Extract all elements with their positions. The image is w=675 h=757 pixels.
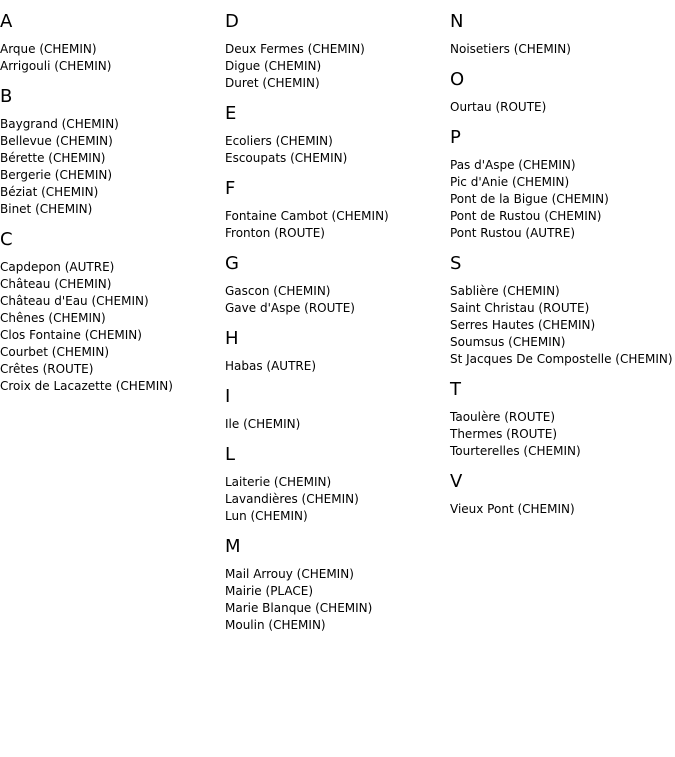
- letter-section-a: [0, 11, 222, 75]
- street-list: [225, 41, 447, 92]
- street-link[interactable]: Soumsus (CHEMIN): [450, 335, 566, 349]
- street-list-item: [450, 334, 675, 351]
- letter-heading: H: [225, 328, 239, 349]
- index-column-1: [0, 0, 222, 403]
- street-list-item: [225, 283, 447, 300]
- street-link[interactable]: Chênes (CHEMIN): [0, 311, 106, 325]
- street-list-item: [0, 167, 222, 184]
- street-link[interactable]: Fontaine Cambot (CHEMIN): [225, 209, 389, 223]
- street-link[interactable]: Pont Rustou (AUTRE): [450, 226, 576, 240]
- letter-section-i: [225, 386, 447, 433]
- street-list: [225, 416, 447, 433]
- street-list: [225, 208, 447, 242]
- street-link[interactable]: Saint Christau (ROUTE): [450, 301, 590, 315]
- street-list: [450, 99, 675, 116]
- street-link[interactable]: Clos Fontaine (CHEMIN): [0, 328, 142, 342]
- letter-section-b: [0, 86, 222, 218]
- street-list: [0, 41, 222, 75]
- street-list: [450, 283, 675, 368]
- street-link[interactable]: Gave d'Aspe (ROUTE): [225, 301, 355, 315]
- street-list-item: [225, 41, 447, 58]
- letter-heading: L: [225, 444, 236, 465]
- street-list-item: [225, 300, 447, 317]
- street-link[interactable]: Arrigouli (CHEMIN): [0, 59, 112, 73]
- street-list-item: [0, 344, 222, 361]
- street-list-item: [225, 75, 447, 92]
- street-list-item: [450, 501, 675, 518]
- letter-section-p: [450, 127, 675, 242]
- street-list: [225, 474, 447, 525]
- street-list-item: [450, 41, 675, 58]
- street-link[interactable]: Bellevue (CHEMIN): [0, 134, 113, 148]
- street-list-item: [225, 600, 447, 617]
- street-link[interactable]: Habas (AUTRE): [225, 359, 317, 373]
- street-link[interactable]: Ourtau (ROUTE): [450, 100, 547, 114]
- letter-heading: C: [0, 229, 13, 250]
- street-list-item: [0, 361, 222, 378]
- street-list-item: [0, 259, 222, 276]
- street-list-item: [0, 150, 222, 167]
- street-link[interactable]: Mairie (PLACE): [225, 584, 314, 598]
- letter-heading: D: [225, 11, 239, 32]
- street-link[interactable]: Moulin (CHEMIN): [225, 618, 326, 632]
- street-link[interactable]: Château (CHEMIN): [0, 277, 112, 291]
- street-list: [0, 259, 222, 395]
- letter-section-s: [450, 253, 675, 368]
- street-list: [450, 409, 675, 460]
- street-link[interactable]: Laiterie (CHEMIN): [225, 475, 332, 489]
- letter-heading: E: [225, 103, 237, 124]
- street-list: [450, 501, 675, 518]
- street-link[interactable]: Pic d'Anie (CHEMIN): [450, 175, 570, 189]
- street-link[interactable]: Bérette (CHEMIN): [0, 151, 106, 165]
- street-list-item: [450, 208, 675, 225]
- street-list-item: [225, 150, 447, 167]
- letter-heading: M: [225, 536, 241, 557]
- street-list-item: [450, 443, 675, 460]
- street-link[interactable]: Deux Fermes (CHEMIN): [225, 42, 365, 56]
- street-link[interactable]: Lun (CHEMIN): [225, 509, 308, 523]
- street-link[interactable]: Marie Blanque (CHEMIN): [225, 601, 373, 615]
- street-list-item: [0, 276, 222, 293]
- street-link[interactable]: Béziat (CHEMIN): [0, 185, 99, 199]
- letter-heading: F: [225, 178, 236, 199]
- street-list-item: [450, 174, 675, 191]
- street-list-item: [225, 225, 447, 242]
- letter-section-n: [450, 11, 675, 58]
- index-column-2: [225, 0, 447, 642]
- street-list-item: [450, 300, 675, 317]
- street-link[interactable]: Pont de Rustou (CHEMIN): [450, 209, 602, 223]
- street-list-item: [225, 617, 447, 634]
- street-link[interactable]: Pont de la Bigue (CHEMIN): [450, 192, 609, 206]
- street-list-item: [0, 133, 222, 150]
- street-link[interactable]: Mail Arrouy (CHEMIN): [225, 567, 354, 581]
- street-list-item: [0, 184, 222, 201]
- street-list-item: [225, 583, 447, 600]
- street-link[interactable]: Courbet (CHEMIN): [0, 345, 109, 359]
- street-link[interactable]: Baygrand (CHEMIN): [0, 117, 119, 131]
- street-list: [450, 157, 675, 242]
- letter-heading: T: [450, 379, 461, 400]
- street-link[interactable]: Thermes (ROUTE): [450, 427, 558, 441]
- street-list: [225, 133, 447, 167]
- street-list-item: [225, 508, 447, 525]
- street-list: [450, 41, 675, 58]
- street-link[interactable]: St Jacques De Compostelle (CHEMIN): [450, 352, 673, 366]
- street-link[interactable]: Vieux Pont (CHEMIN): [450, 502, 575, 516]
- street-list: [225, 566, 447, 634]
- letter-heading: O: [450, 69, 465, 90]
- street-list-item: [0, 310, 222, 327]
- street-list-item: [450, 317, 675, 334]
- street-link[interactable]: Arque (CHEMIN): [0, 42, 97, 56]
- street-list-item: [0, 41, 222, 58]
- letter-section-o: [450, 69, 675, 116]
- street-link[interactable]: Pas d'Aspe (CHEMIN): [450, 158, 576, 172]
- street-link[interactable]: Crêtes (ROUTE): [0, 362, 94, 376]
- street-list: [0, 116, 222, 218]
- street-link[interactable]: Bergerie (CHEMIN): [0, 168, 113, 182]
- street-link[interactable]: Ecoliers (CHEMIN): [225, 134, 333, 148]
- letter-section-t: [450, 379, 675, 460]
- letter-heading: V: [450, 471, 463, 492]
- street-list-item: [450, 157, 675, 174]
- street-link[interactable]: Escoupats (CHEMIN): [225, 151, 348, 165]
- street-link[interactable]: Serres Hautes (CHEMIN): [450, 318, 596, 332]
- street-list-item: [0, 327, 222, 344]
- street-list-item: [450, 409, 675, 426]
- street-list-item: [0, 116, 222, 133]
- street-list-item: [0, 58, 222, 75]
- letter-section-m: [225, 536, 447, 634]
- street-list-item: [225, 416, 447, 433]
- street-list-item: [0, 293, 222, 310]
- letter-section-d: [225, 11, 447, 92]
- street-link[interactable]: Ile (CHEMIN): [225, 417, 301, 431]
- street-list-item: [450, 351, 675, 368]
- street-link[interactable]: Tourterelles (CHEMIN): [450, 444, 581, 458]
- street-list-item: [225, 566, 447, 583]
- letter-section-v: [450, 471, 675, 518]
- street-list: [225, 283, 447, 317]
- letter-heading: P: [450, 127, 461, 148]
- letter-heading: S: [450, 253, 462, 274]
- letter-heading: N: [450, 11, 464, 32]
- street-link[interactable]: Gascon (CHEMIN): [225, 284, 331, 298]
- street-list-item: [0, 201, 222, 218]
- street-list-item: [450, 191, 675, 208]
- letter-section-c: [0, 229, 222, 395]
- street-list-item: [0, 378, 222, 395]
- street-link[interactable]: Fronton (ROUTE): [225, 226, 325, 240]
- index-column-3: [450, 0, 675, 526]
- street-list-item: [225, 208, 447, 225]
- street-link[interactable]: Capdepon (AUTRE): [0, 260, 115, 274]
- letter-section-e: [225, 103, 447, 167]
- street-list-item: [450, 99, 675, 116]
- street-link[interactable]: Taoulère (ROUTE): [450, 410, 556, 424]
- street-list-item: [450, 283, 675, 300]
- letter-heading: G: [225, 253, 239, 274]
- street-list: [225, 358, 447, 375]
- letter-heading: A: [0, 11, 13, 32]
- letter-section-g: [225, 253, 447, 317]
- street-link[interactable]: Digue (CHEMIN): [225, 59, 322, 73]
- street-link[interactable]: Noisetiers (CHEMIN): [450, 42, 571, 56]
- street-list-item: [225, 58, 447, 75]
- letter-heading: B: [0, 86, 13, 107]
- letter-section-l: [225, 444, 447, 525]
- street-list-item: [225, 474, 447, 491]
- street-link[interactable]: Croix de Lacazette (CHEMIN): [0, 379, 173, 393]
- street-list-item: [450, 225, 675, 242]
- letter-section-f: [225, 178, 447, 242]
- street-list-item: [225, 133, 447, 150]
- letter-heading: I: [225, 386, 231, 407]
- street-link[interactable]: Binet (CHEMIN): [0, 202, 93, 216]
- street-list-item: [450, 426, 675, 443]
- street-list-item: [225, 491, 447, 508]
- street-link[interactable]: Lavandières (CHEMIN): [225, 492, 359, 506]
- letter-section-h: [225, 328, 447, 375]
- street-link[interactable]: Sablière (CHEMIN): [450, 284, 560, 298]
- street-link[interactable]: Duret (CHEMIN): [225, 76, 320, 90]
- street-link[interactable]: Château d'Eau (CHEMIN): [0, 294, 149, 308]
- street-list-item: [225, 358, 447, 375]
